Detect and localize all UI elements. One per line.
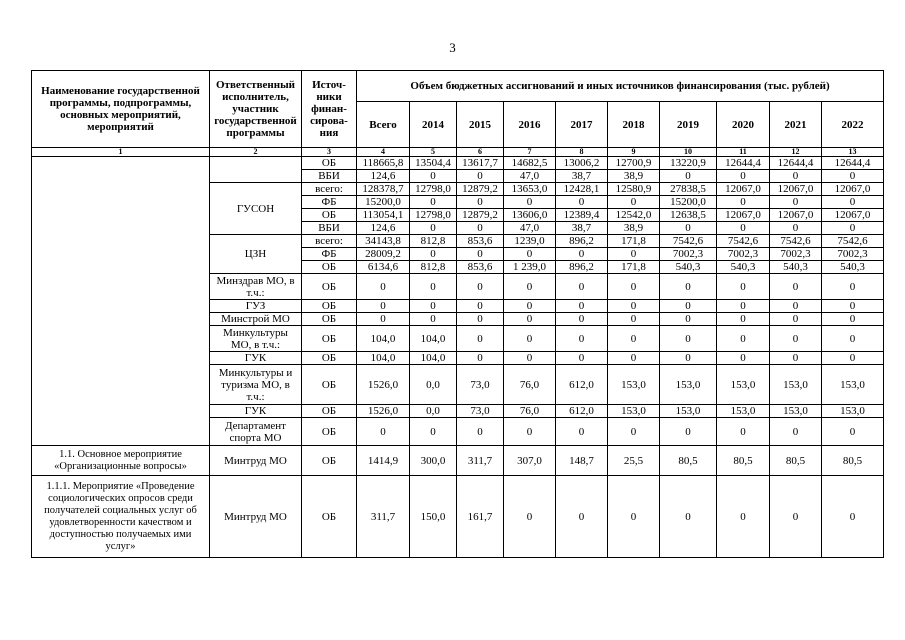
value-cell: 0 (822, 326, 884, 352)
value-cell: 27838,5 (660, 183, 717, 196)
header-name: Наименование государственной программы, подпрограммы, основных мероприятий, мероприятий (32, 71, 210, 148)
header-year: 2019 (660, 102, 717, 148)
value-cell: 15200,0 (660, 196, 717, 209)
value-cell: 1526,0 (357, 365, 410, 405)
source-cell: ОБ (302, 365, 357, 405)
value-cell: 13606,0 (504, 209, 556, 222)
value-cell: 0 (410, 418, 457, 446)
value-cell: 12067,0 (717, 209, 770, 222)
value-cell: 12879,2 (457, 183, 504, 196)
value-cell: 0 (822, 313, 884, 326)
value-cell: 0 (608, 326, 660, 352)
value-cell: 0 (770, 300, 822, 313)
value-cell: 38,7 (556, 170, 608, 183)
value-cell: 161,7 (457, 476, 504, 558)
value-cell: 812,8 (410, 235, 457, 248)
value-cell: 12580,9 (608, 183, 660, 196)
header-year: 2021 (770, 102, 822, 148)
value-cell: 0 (717, 222, 770, 235)
header-year: Всего (357, 102, 410, 148)
value-cell: 153,0 (660, 405, 717, 418)
value-cell: 7002,3 (770, 248, 822, 261)
column-index: 4 (357, 148, 410, 157)
value-cell: 1 239,0 (504, 261, 556, 274)
value-cell: 0 (822, 222, 884, 235)
value-cell: 311,7 (357, 476, 410, 558)
value-cell: 124,6 (357, 170, 410, 183)
value-cell: 1239,0 (504, 235, 556, 248)
value-cell: 0 (660, 476, 717, 558)
executor-cell: ГУСОН (210, 183, 302, 235)
value-cell: 13653,0 (504, 183, 556, 196)
value-cell: 0 (556, 418, 608, 446)
value-cell: 0 (410, 313, 457, 326)
value-cell: 80,5 (717, 446, 770, 476)
column-index: 8 (556, 148, 608, 157)
value-cell: 0 (410, 274, 457, 300)
value-cell: 171,8 (608, 235, 660, 248)
value-cell: 7542,6 (770, 235, 822, 248)
value-cell: 0 (457, 300, 504, 313)
value-cell: 153,0 (770, 365, 822, 405)
value-cell: 0 (770, 313, 822, 326)
header-year: 2020 (717, 102, 770, 148)
value-cell: 153,0 (608, 365, 660, 405)
column-index: 2 (210, 148, 302, 157)
value-cell: 12067,0 (822, 183, 884, 196)
executor-cell: Минкультуры МО, в т.ч.: (210, 326, 302, 352)
source-cell: ОБ (302, 418, 357, 446)
source-cell: ВБИ (302, 170, 357, 183)
header-source: Источ-ники финан-сирова-ния (302, 71, 357, 148)
value-cell: 12067,0 (822, 209, 884, 222)
value-cell: 0 (457, 418, 504, 446)
value-cell: 0 (770, 418, 822, 446)
value-cell: 14682,5 (504, 157, 556, 170)
value-cell: 15200,0 (357, 196, 410, 209)
value-cell: 153,0 (822, 405, 884, 418)
value-cell: 853,6 (457, 261, 504, 274)
source-cell: ОБ (302, 352, 357, 365)
column-index: 9 (608, 148, 660, 157)
source-cell: ОБ (302, 446, 357, 476)
value-cell: 0 (770, 326, 822, 352)
value-cell: 0 (504, 248, 556, 261)
value-cell: 0 (770, 352, 822, 365)
value-cell: 12067,0 (770, 183, 822, 196)
source-cell: ОБ (302, 476, 357, 558)
value-cell: 13220,9 (660, 157, 717, 170)
value-cell: 13006,2 (556, 157, 608, 170)
header-year: 2018 (608, 102, 660, 148)
value-cell: 0 (717, 313, 770, 326)
value-cell: 612,0 (556, 405, 608, 418)
value-cell: 118665,8 (357, 157, 410, 170)
executor-cell: ГУК (210, 405, 302, 418)
value-cell: 0 (822, 196, 884, 209)
executor-cell: Минтруд МО (210, 446, 302, 476)
value-cell: 12542,0 (608, 209, 660, 222)
value-cell: 76,0 (504, 405, 556, 418)
value-cell: 153,0 (822, 365, 884, 405)
value-cell: 540,3 (717, 261, 770, 274)
value-cell: 0 (357, 418, 410, 446)
value-cell: 0 (357, 300, 410, 313)
header-index-row (32, 148, 884, 157)
header-volume: Объем бюджетных ассигнований и иных источников финансирования (тыс. рублей) (357, 71, 884, 102)
value-cell: 0 (556, 248, 608, 261)
value-cell: 12798,0 (410, 183, 457, 196)
value-cell: 0,0 (410, 365, 457, 405)
value-cell: 0 (556, 352, 608, 365)
value-cell: 0 (660, 418, 717, 446)
value-cell: 0 (660, 313, 717, 326)
value-cell: 0 (608, 313, 660, 326)
executor-cell (210, 157, 302, 183)
value-cell: 853,6 (457, 235, 504, 248)
value-cell: 0 (822, 170, 884, 183)
value-cell: 0 (357, 313, 410, 326)
value-cell: 0 (660, 274, 717, 300)
value-cell: 150,0 (410, 476, 457, 558)
value-cell: 34143,8 (357, 235, 410, 248)
value-cell: 12644,4 (717, 157, 770, 170)
value-cell: 73,0 (457, 365, 504, 405)
value-cell: 124,6 (357, 222, 410, 235)
value-cell: 7002,3 (822, 248, 884, 261)
value-cell: 0 (504, 418, 556, 446)
value-cell: 540,3 (660, 261, 717, 274)
value-cell: 12798,0 (410, 209, 457, 222)
value-cell: 0 (608, 352, 660, 365)
value-cell: 7002,3 (660, 248, 717, 261)
header-executor: Ответственный исполнитель, участник государственной программы (210, 71, 302, 148)
value-cell: 300,0 (410, 446, 457, 476)
value-cell: 0 (660, 352, 717, 365)
value-cell: 307,0 (504, 446, 556, 476)
page-number: 3 (449, 40, 456, 55)
value-cell: 0 (504, 313, 556, 326)
value-cell: 153,0 (717, 405, 770, 418)
value-cell: 7002,3 (717, 248, 770, 261)
value-cell: 0 (660, 170, 717, 183)
value-cell: 0 (457, 248, 504, 261)
value-cell: 0 (457, 352, 504, 365)
value-cell: 612,0 (556, 365, 608, 405)
column-index: 7 (504, 148, 556, 157)
value-cell: 0 (457, 274, 504, 300)
value-cell: 0 (410, 248, 457, 261)
value-cell: 0 (660, 222, 717, 235)
executor-cell: Минтруд МО (210, 476, 302, 558)
source-cell: ОБ (302, 209, 357, 222)
value-cell: 0 (608, 248, 660, 261)
value-cell: 104,0 (410, 352, 457, 365)
executor-cell: Минздрав МО, в т.ч.: (210, 274, 302, 300)
value-cell: 0 (556, 274, 608, 300)
executor-cell: Департамент спорта МО (210, 418, 302, 446)
value-cell: 12389,4 (556, 209, 608, 222)
table-row (32, 476, 884, 558)
source-cell: ВБИ (302, 222, 357, 235)
value-cell: 128378,7 (357, 183, 410, 196)
budget-table (31, 70, 884, 558)
value-cell: 12067,0 (717, 183, 770, 196)
value-cell: 13504,4 (410, 157, 457, 170)
value-cell: 0 (822, 274, 884, 300)
value-cell: 0 (457, 196, 504, 209)
value-cell: 38,7 (556, 222, 608, 235)
value-cell: 104,0 (357, 326, 410, 352)
value-cell: 153,0 (717, 365, 770, 405)
value-cell: 0 (608, 476, 660, 558)
value-cell: 0 (770, 222, 822, 235)
value-cell: 0 (822, 476, 884, 558)
column-index: 5 (410, 148, 457, 157)
value-cell: 0 (717, 274, 770, 300)
value-cell: 0 (504, 300, 556, 313)
value-cell: 0 (556, 326, 608, 352)
header-year: 2015 (457, 102, 504, 148)
column-index: 3 (302, 148, 357, 157)
column-index: 6 (457, 148, 504, 157)
value-cell: 0 (608, 418, 660, 446)
value-cell: 0 (410, 170, 457, 183)
value-cell: 896,2 (556, 235, 608, 248)
column-index: 1 (32, 148, 210, 157)
value-cell: 0 (504, 196, 556, 209)
value-cell: 12879,2 (457, 209, 504, 222)
source-cell: всего: (302, 183, 357, 196)
source-cell: ФБ (302, 196, 357, 209)
value-cell: 0 (770, 196, 822, 209)
executor-cell: Минстрой МО (210, 313, 302, 326)
value-cell: 0 (457, 313, 504, 326)
value-cell: 28009,2 (357, 248, 410, 261)
value-cell: 0 (770, 476, 822, 558)
value-cell: 12700,9 (608, 157, 660, 170)
executor-cell: Минкультуры и туризма МО, в т.ч.: (210, 365, 302, 405)
value-cell: 153,0 (660, 365, 717, 405)
value-cell: 0 (770, 170, 822, 183)
value-cell: 0 (504, 476, 556, 558)
value-cell: 0 (608, 274, 660, 300)
column-index: 12 (770, 148, 822, 157)
value-cell: 0 (717, 196, 770, 209)
value-cell: 7542,6 (660, 235, 717, 248)
value-cell: 0 (504, 274, 556, 300)
value-cell: 896,2 (556, 261, 608, 274)
value-cell: 540,3 (770, 261, 822, 274)
value-cell: 6134,6 (357, 261, 410, 274)
value-cell: 0 (717, 476, 770, 558)
value-cell: 104,0 (410, 326, 457, 352)
value-cell: 12638,5 (660, 209, 717, 222)
value-cell: 0 (660, 326, 717, 352)
table-row (32, 157, 884, 170)
value-cell: 540,3 (822, 261, 884, 274)
value-cell: 0 (822, 418, 884, 446)
value-cell: 80,5 (770, 446, 822, 476)
value-cell: 812,8 (410, 261, 457, 274)
source-cell: ОБ (302, 261, 357, 274)
value-cell: 0,0 (410, 405, 457, 418)
value-cell: 0 (717, 300, 770, 313)
value-cell: 38,9 (608, 170, 660, 183)
activity-name (32, 157, 210, 446)
value-cell: 1526,0 (357, 405, 410, 418)
source-cell: ФБ (302, 248, 357, 261)
value-cell: 0 (717, 352, 770, 365)
activity-name: 1.1. Основное мероприятие «Организационные вопросы» (32, 446, 210, 476)
header-year: 2017 (556, 102, 608, 148)
value-cell: 148,7 (556, 446, 608, 476)
value-cell: 7542,6 (717, 235, 770, 248)
value-cell: 0 (822, 300, 884, 313)
value-cell: 12067,0 (770, 209, 822, 222)
executor-cell: ГУК (210, 352, 302, 365)
value-cell: 38,9 (608, 222, 660, 235)
value-cell: 1414,9 (357, 446, 410, 476)
value-cell: 0 (556, 300, 608, 313)
value-cell: 7542,6 (822, 235, 884, 248)
header-row-1 (32, 71, 884, 102)
value-cell: 80,5 (822, 446, 884, 476)
column-index: 10 (660, 148, 717, 157)
value-cell: 0 (457, 222, 504, 235)
value-cell: 0 (770, 274, 822, 300)
value-cell: 0 (822, 352, 884, 365)
value-cell: 0 (608, 196, 660, 209)
value-cell: 12644,4 (770, 157, 822, 170)
value-cell: 0 (717, 418, 770, 446)
source-cell: ОБ (302, 326, 357, 352)
value-cell: 153,0 (608, 405, 660, 418)
value-cell: 0 (660, 300, 717, 313)
source-cell: ОБ (302, 274, 357, 300)
value-cell: 76,0 (504, 365, 556, 405)
source-cell: ОБ (302, 300, 357, 313)
source-cell: ОБ (302, 313, 357, 326)
header-year: 2022 (822, 102, 884, 148)
column-index: 13 (822, 148, 884, 157)
value-cell: 0 (504, 326, 556, 352)
value-cell: 12428,1 (556, 183, 608, 196)
value-cell: 104,0 (357, 352, 410, 365)
source-cell: ОБ (302, 157, 357, 170)
value-cell: 0 (556, 476, 608, 558)
value-cell: 0 (717, 170, 770, 183)
executor-cell: ГУЗ (210, 300, 302, 313)
executor-cell: ЦЗН (210, 235, 302, 274)
source-cell: всего: (302, 235, 357, 248)
activity-name: 1.1.1. Мероприятие «Проведение социологических опросов среди получателей социальных услуг об удовлетворенности качеством и доступностью получаемых ими услуг» (32, 476, 210, 558)
value-cell: 0 (556, 313, 608, 326)
value-cell: 0 (410, 196, 457, 209)
value-cell: 153,0 (770, 405, 822, 418)
value-cell: 113054,1 (357, 209, 410, 222)
value-cell: 311,7 (457, 446, 504, 476)
value-cell: 0 (410, 222, 457, 235)
value-cell: 0 (357, 274, 410, 300)
value-cell: 0 (717, 326, 770, 352)
value-cell: 13617,7 (457, 157, 504, 170)
value-cell: 0 (504, 352, 556, 365)
value-cell: 47,0 (504, 222, 556, 235)
value-cell: 0 (608, 300, 660, 313)
value-cell: 73,0 (457, 405, 504, 418)
table-row (32, 446, 884, 476)
value-cell: 0 (457, 326, 504, 352)
value-cell: 47,0 (504, 170, 556, 183)
value-cell: 171,8 (608, 261, 660, 274)
value-cell: 0 (556, 196, 608, 209)
header-year: 2014 (410, 102, 457, 148)
value-cell: 12644,4 (822, 157, 884, 170)
table-body (32, 157, 884, 558)
value-cell: 80,5 (660, 446, 717, 476)
value-cell: 0 (457, 170, 504, 183)
source-cell: ОБ (302, 405, 357, 418)
column-index: 11 (717, 148, 770, 157)
value-cell: 25,5 (608, 446, 660, 476)
value-cell: 0 (410, 300, 457, 313)
header-year: 2016 (504, 102, 556, 148)
